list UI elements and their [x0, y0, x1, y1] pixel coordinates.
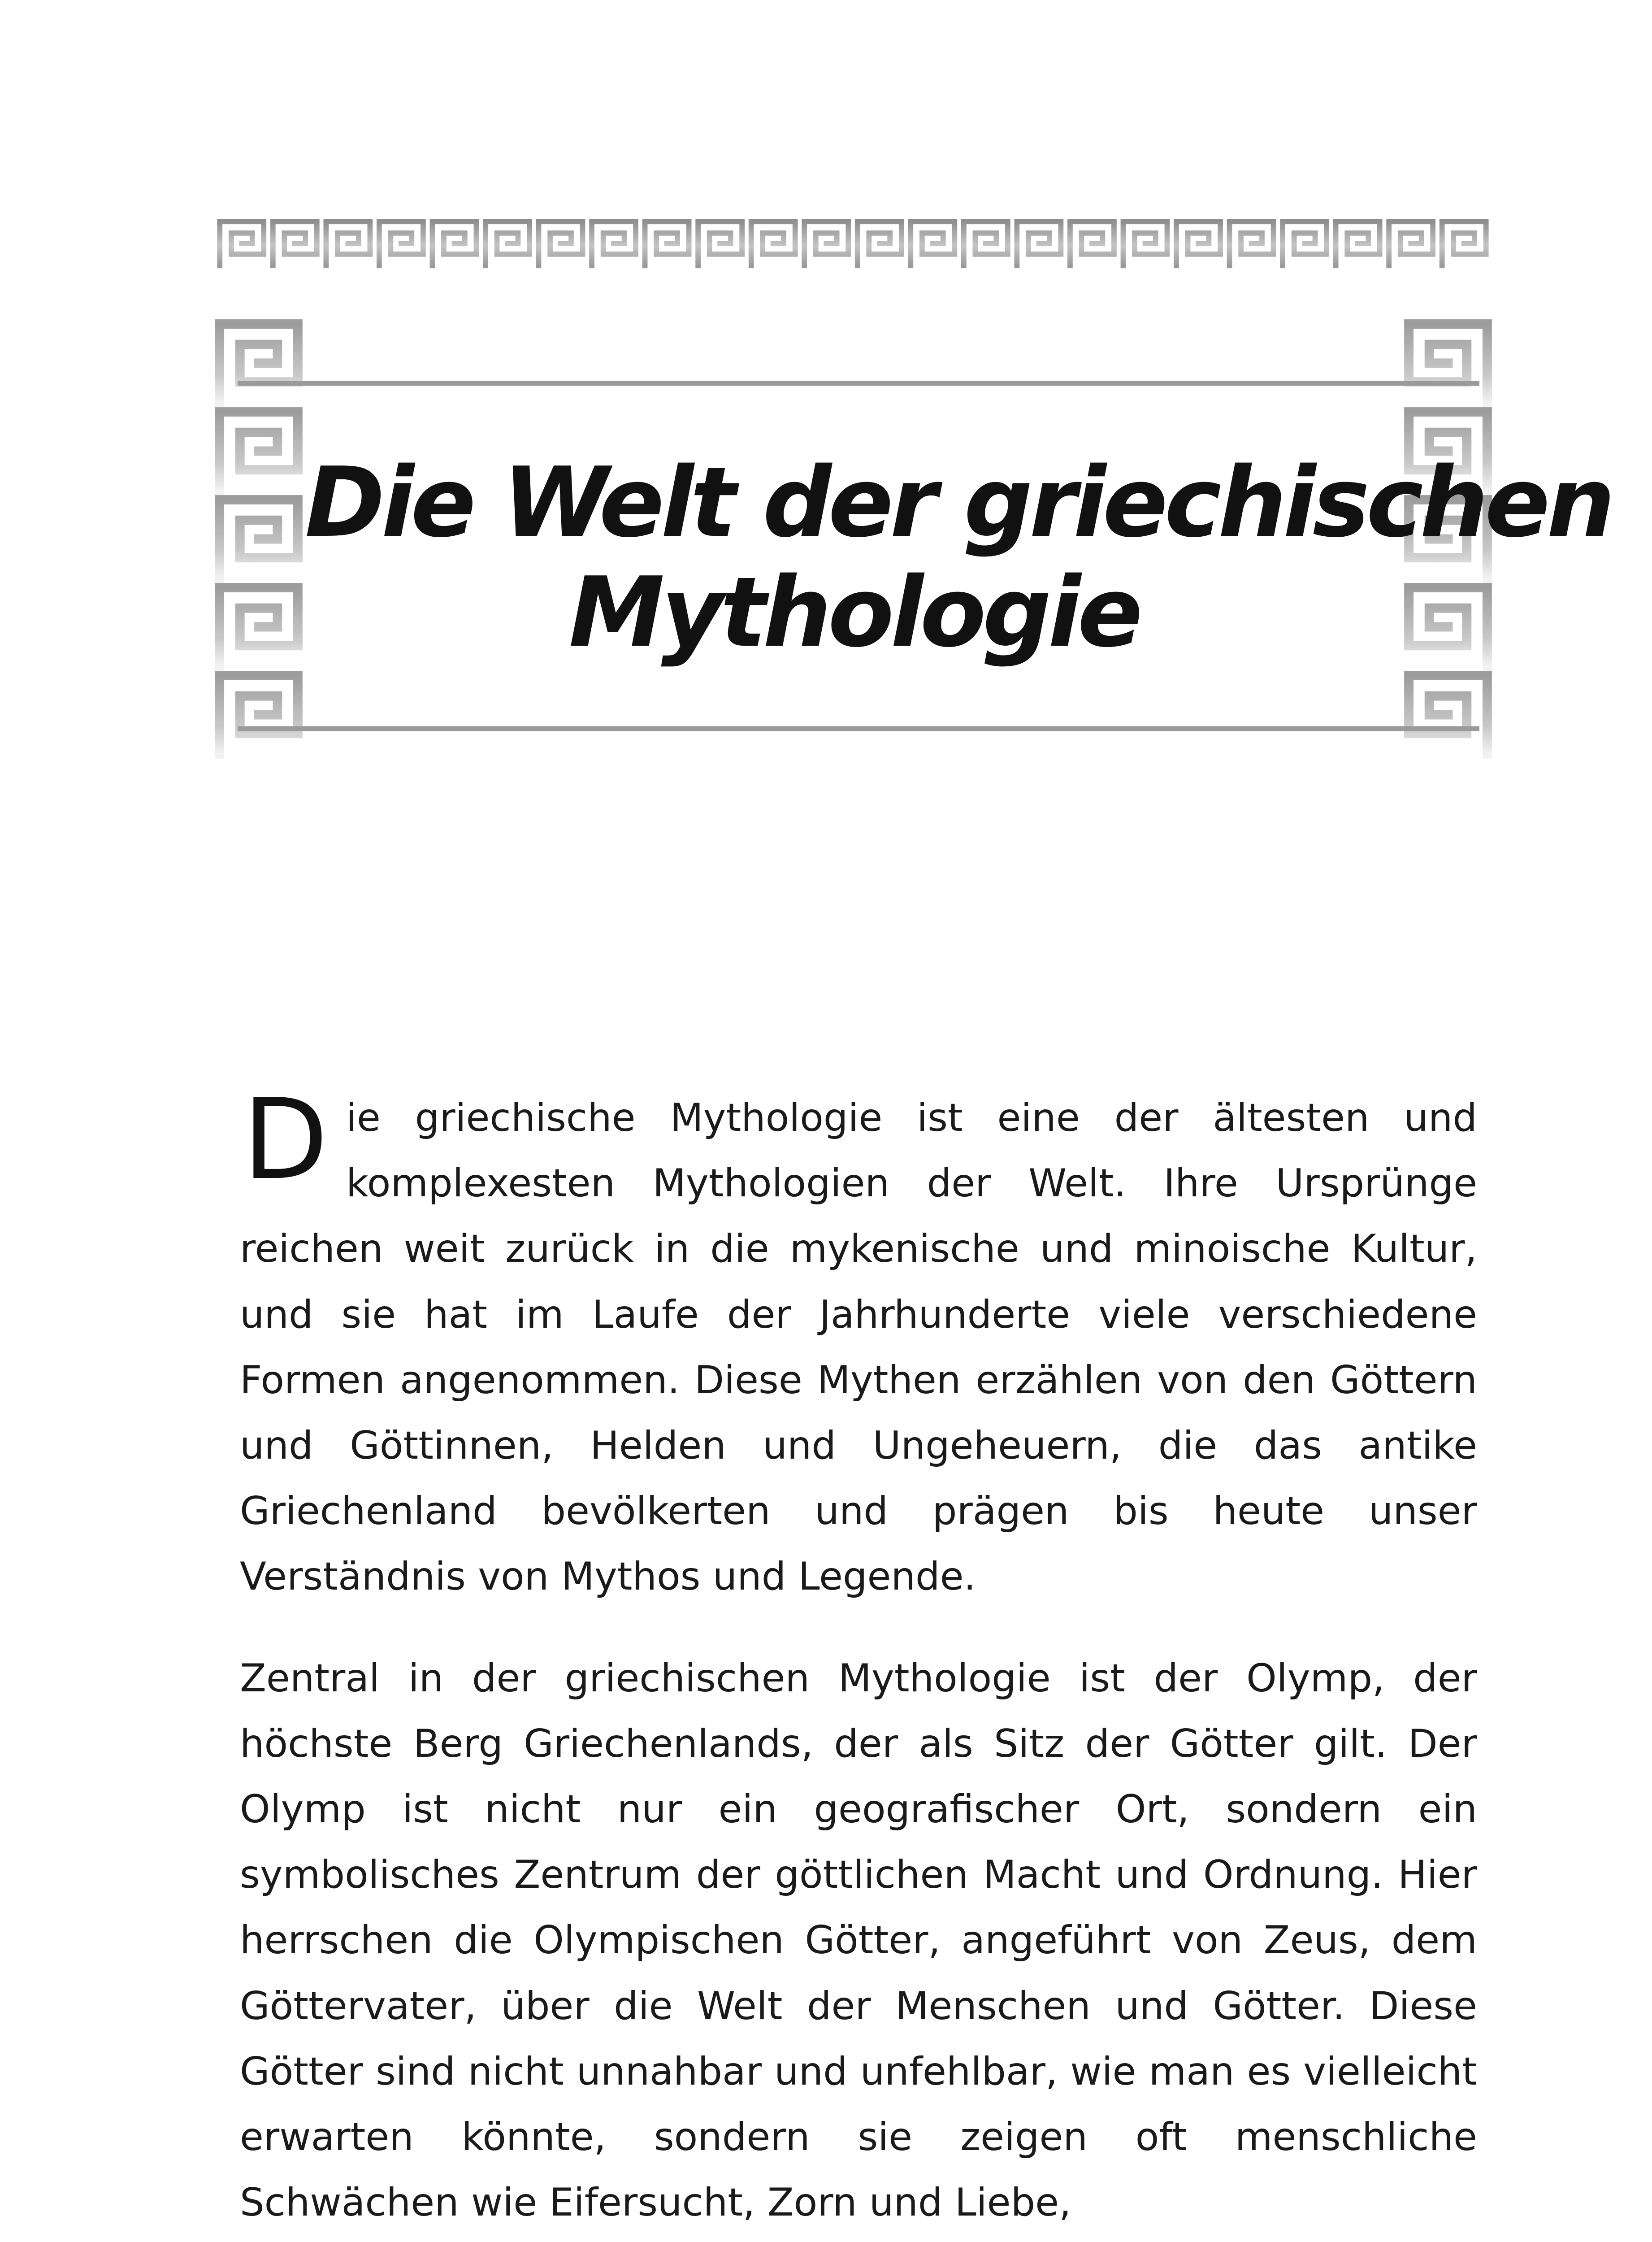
greek-key-tile — [537, 222, 585, 265]
greek-key-tile — [1121, 222, 1169, 265]
greek-key-top-band — [218, 222, 1488, 265]
greek-key-tile — [590, 222, 638, 265]
greek-key-tile — [430, 222, 478, 265]
greek-key-tile — [324, 222, 372, 265]
drop-cap: D — [243, 1075, 328, 1204]
greek-key-left-band — [216, 324, 301, 754]
greek-key-tile — [1387, 222, 1435, 265]
greek-key-tile — [962, 222, 1010, 265]
greek-key-tile — [909, 222, 957, 265]
paragraph-1-text: ie griechische Mythologie ist eine der ältesten und komplexesten Mythologien der Welt. Ihre Ursprünge reichen weit zurück in die mykenische und minoische Kultur, und sie hat im Laufe der Jahrhunderte viele verschiedene Formen angenommen. Diese Mythen erzählen von den Göttern und Göttinnen, Helden und Ungeheuern, die das antike Griechenland bevölkerten und prägen bis heute unser Verständnis von Mythos und Legende. — [240, 1095, 1477, 1599]
chapter-title-line-1: Die Welt der griechischen — [305, 446, 1612, 559]
greek-key-tile — [218, 222, 266, 265]
greek-key-tile — [1405, 588, 1491, 666]
greek-key-tile — [271, 222, 319, 265]
greek-key-tile — [643, 222, 691, 265]
greek-key-tile — [216, 500, 301, 578]
greek-key-tile — [377, 222, 425, 265]
greek-key-tile — [856, 222, 904, 265]
greek-key-tile — [216, 324, 301, 403]
greek-key-tile — [1175, 222, 1223, 265]
greek-key-tile — [216, 588, 301, 666]
chapter-title-line-2: Mythologie — [568, 556, 1140, 669]
greek-key-tile — [749, 222, 797, 265]
greek-key-tile — [216, 676, 301, 754]
greek-key-tile — [1405, 676, 1491, 754]
greek-key-tile — [802, 222, 850, 265]
greek-key-tile — [1440, 222, 1488, 265]
greek-key-tile — [1015, 222, 1063, 265]
greek-key-tile — [484, 222, 532, 265]
greek-key-tile — [1281, 222, 1329, 265]
greek-key-tile — [216, 412, 301, 491]
paragraph-1 — [240, 1075, 1477, 1610]
chapter-body — [240, 1075, 1477, 2235]
greek-key-tile — [1405, 324, 1491, 403]
greek-key-frame — [0, 0, 1652, 852]
greek-key-tile — [1227, 222, 1275, 265]
greek-key-tile — [696, 222, 744, 265]
paragraph-2: Zentral in der griechischen Mythologie ist der Olymp, der höchste Berg Griechenlands, der als Sitz der Götter gilt. Der Olymp ist nicht nur ein geografischer Ort, sondern ein symbolisches Zentrum der göttlichen Macht und Ordnung. Hier herrschen die Olympischen Götter, angeführt von Zeus, dem Göttervater, über die Welt der Menschen und Götter. Diese Götter sind nicht unnahbar und unfehlbar, wie man es vielleicht erwarten könnte, sondern sie zeigen oft menschliche Schwächen wie Eifersucht, Zorn und Liebe, — [240, 1655, 1477, 2225]
greek-key-tile — [1334, 222, 1382, 265]
greek-key-tile — [1068, 222, 1116, 265]
